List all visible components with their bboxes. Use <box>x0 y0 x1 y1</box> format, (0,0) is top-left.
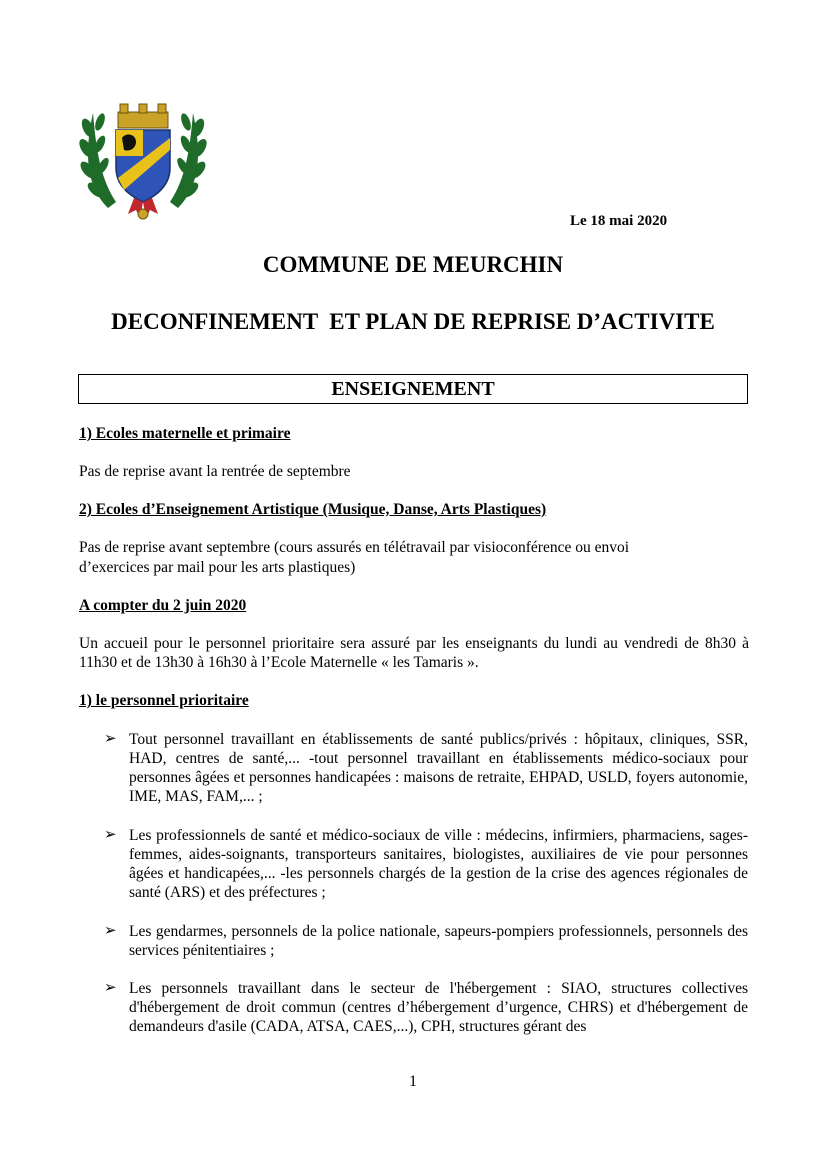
section-title: ENSEIGNEMENT <box>331 378 495 400</box>
paragraph-artistique-line-1: Pas de reprise avant septembre (cours assurés en télétravail par visioconférence ou envoi <box>79 539 630 556</box>
bullet-arrow-icon: ➢ <box>104 731 117 747</box>
paragraph-artistique-line-2: d’exercices par mail pour les arts plastiques) <box>79 559 356 576</box>
list-item: Tout personnel travaillant en établissements de santé publics/privés : hôpitaux, cliniques, SSR, HAD, centres de santé,... -tout personnel travaillant en établissements médico-sociaux pour personnes âgées et personnes handicapées : maisons de retraite, EHPAD, USLD, foyers autonomie, IME, MAS, FAM,... ; <box>129 731 748 805</box>
document-date: Le 18 mai 2020 <box>570 213 668 229</box>
bullet-arrow-icon: ➢ <box>104 923 117 939</box>
bullet-arrow-icon: ➢ <box>104 980 117 996</box>
commune-title: COMMUNE DE MEURCHIN <box>262 252 564 277</box>
list-item: Les professionnels de santé et médico-sociaux de ville : médecins, infirmiers, pharmaciens, sages-femmes, aides-soignants, transporteurs sanitaires, biologistes, auxiliaires de vie pour personnes âgées et handicapées,... -les personnels chargés de la gestion de la crise des agences régionales de santé (ARS) et des préfectures ; <box>129 827 748 901</box>
list-item: Les personnels travaillant dans le secteur de l'hébergement : SIAO, structures collectives d'hébergement de droit commun (centres d’hébergement d’urgence, CHRS) et d'hébergement de demandeurs d'asile (CADA, ATSA, CAES,...), CPH, structures gérant des <box>129 980 748 1035</box>
bullet-arrow-icon: ➢ <box>104 827 117 843</box>
paragraph-pas-de-reprise: Pas de reprise avant la rentrée de septembre <box>79 463 351 480</box>
section-title-box <box>78 374 748 404</box>
heading-enseignement-artistique: 2) Ecoles d’Enseignement Artistique (Musique, Danse, Arts Plastiques) <box>79 501 547 518</box>
plan-title: DECONFINEMENT ET PLAN DE REPRISE D’ACTIVITE <box>111 309 715 334</box>
coat-of-arms-logo <box>78 98 208 222</box>
paragraph-accueil: Un accueil pour le personnel prioritaire sera assuré par les enseignants du lundi au vendredi de 8h30 à 11h30 et de 13h30 à 16h30 à l’Ecole Maternelle « les Tamaris ». <box>79 635 749 671</box>
heading-ecoles-maternelle: 1) Ecoles maternelle et primaire <box>79 425 291 442</box>
heading-personnel-prioritaire: 1) le personnel prioritaire <box>79 692 249 709</box>
heading-a-compter: A compter du 2 juin 2020 <box>79 597 247 614</box>
list-item: Les gendarmes, personnels de la police nationale, sapeurs-pompiers professionnels, personnels des services pénitentiaires ; <box>129 923 748 959</box>
page-number: 1 <box>409 1073 417 1090</box>
